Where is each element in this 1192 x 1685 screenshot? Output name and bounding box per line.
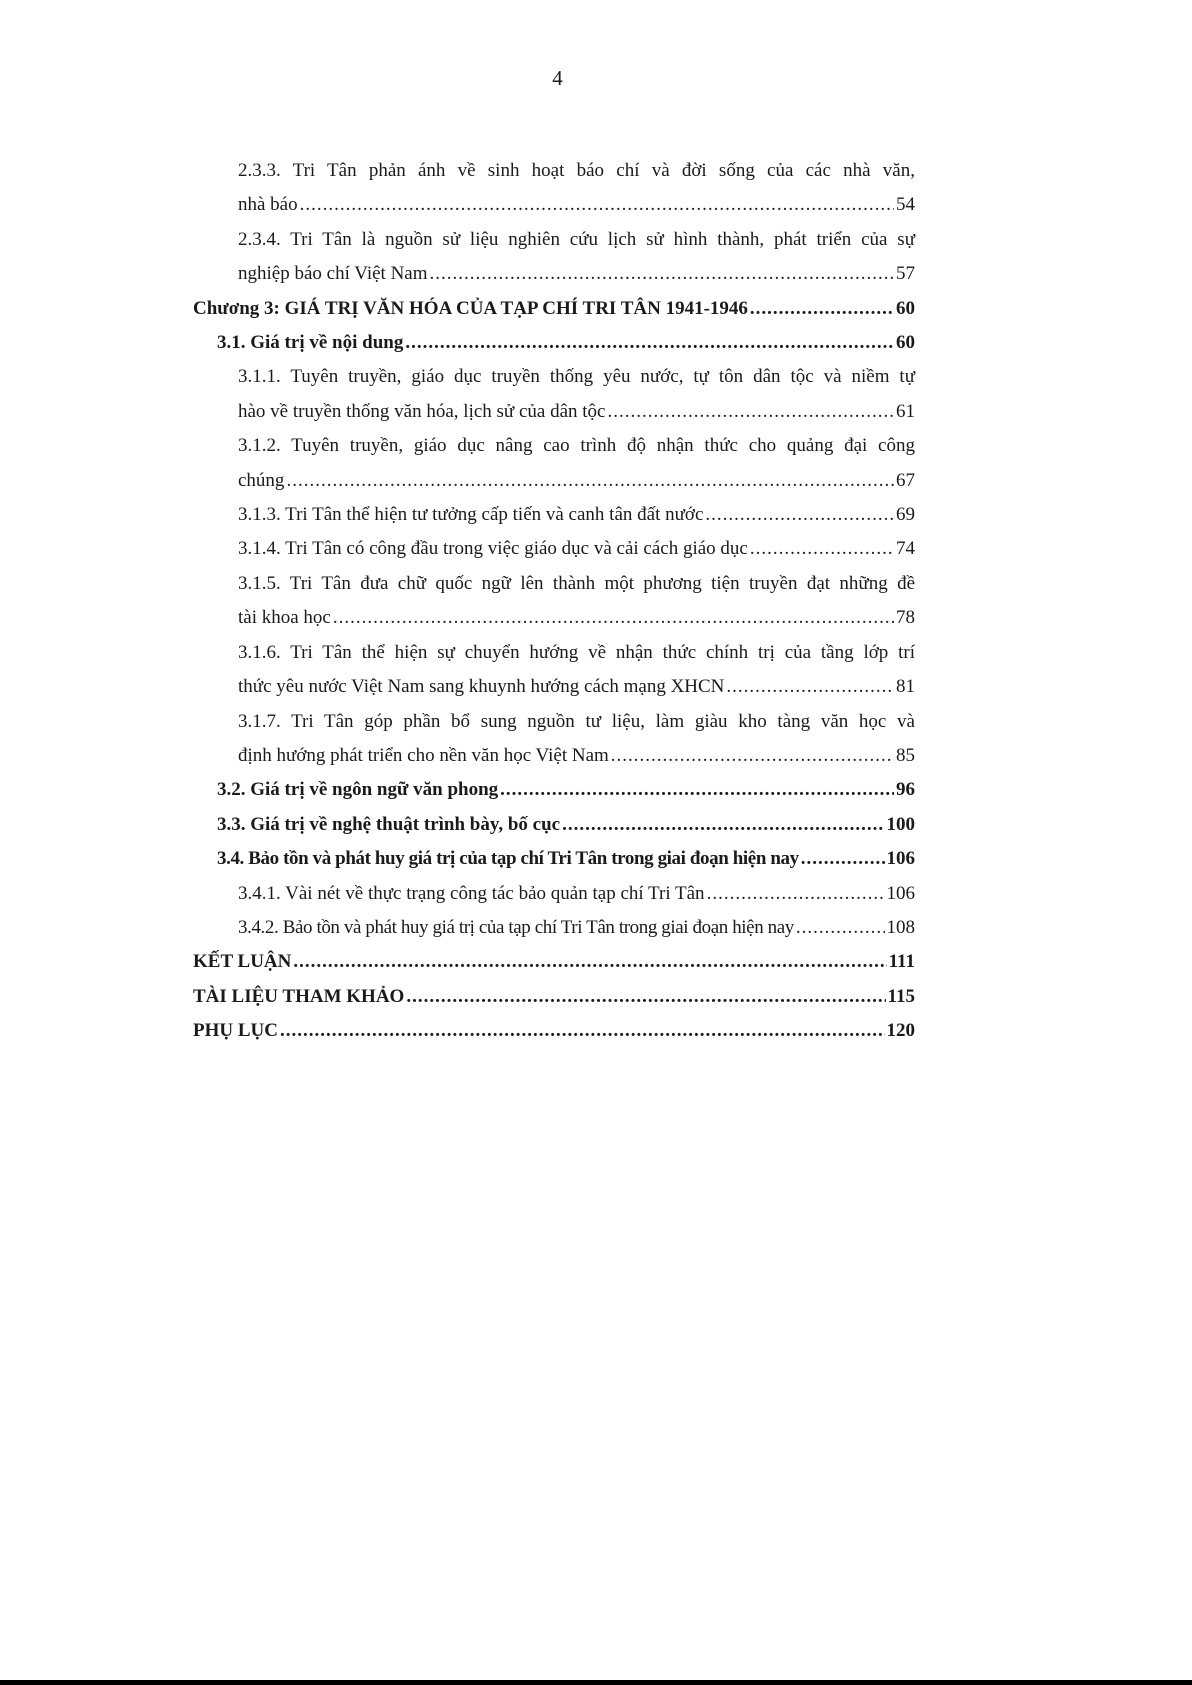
toc-entry-title-line: 3.1.2. Tuyên truyền, giáo dục nâng cao trình độ nhận thức cho quảng đại công: [238, 435, 915, 457]
dot-leader: [750, 532, 894, 566]
toc-entry-page-number: 60: [896, 297, 915, 319]
dot-leader: [608, 395, 895, 429]
toc-entry[interactable]: [193, 773, 915, 807]
dot-leader: [406, 980, 885, 1014]
dot-leader: [280, 1014, 885, 1048]
toc-entry-page-number: 54: [896, 194, 915, 216]
toc-entry-leader-line: [238, 601, 915, 635]
toc-entry-title-line: 3.1.5. Tri Tân đưa chữ quốc ngữ lên thành một phương tiện truyền đạt những đề: [238, 572, 915, 594]
toc-entry[interactable]: [193, 292, 915, 326]
toc-entry[interactable]: [193, 326, 915, 360]
toc-entry[interactable]: [193, 945, 915, 979]
toc-entry-leader-line: [238, 257, 915, 291]
toc-entry-title: định hướng phát triển cho nền văn học Việt Nam: [238, 744, 609, 766]
toc-entry[interactable]: [193, 705, 915, 774]
toc-entry-title-line: 2.3.4. Tri Tân là nguồn sử liệu nghiên cứu lịch sử hình thành, phát triển của sự: [238, 228, 915, 250]
toc-entry-page-number: 78: [896, 607, 915, 629]
toc-entry-leader-line: [238, 188, 915, 222]
toc-entry-page-number: 106: [886, 882, 915, 904]
dot-leader: [801, 842, 885, 876]
toc-entry-title: 3.1. Giá trị về nội dung: [217, 332, 404, 354]
toc-entry[interactable]: [193, 498, 915, 532]
toc-entry[interactable]: [193, 877, 915, 911]
toc-entry-leader-line: [238, 670, 915, 704]
toc-entry-leader-line: [217, 842, 915, 876]
toc-entry-page-number: 108: [886, 916, 915, 938]
toc-entry[interactable]: [193, 636, 915, 705]
toc-entry-page-number: 81: [896, 676, 915, 698]
toc-entry-page-number: 61: [896, 400, 915, 422]
toc-entry-page-number: 111: [888, 951, 915, 973]
toc-entry-leader-line: [217, 808, 915, 842]
toc-entry-title-line: 2.3.3. Tri Tân phản ánh về sinh hoạt báo chí và đời sống của các nhà văn,: [238, 160, 915, 181]
page-number: 4: [552, 66, 563, 90]
toc-entry[interactable]: [193, 911, 915, 945]
dot-leader: [500, 773, 894, 807]
toc-entry-page-number: 67: [896, 469, 915, 491]
bottom-border: [0, 1680, 1192, 1685]
toc-entry-title: 3.1.3. Tri Tân thể hiện tư tưởng cấp tiến và canh tân đất nước: [238, 504, 704, 526]
toc-entry-page-number: 57: [896, 263, 915, 285]
toc-entry[interactable]: [193, 154, 915, 223]
toc-entry-title: chúng: [238, 469, 285, 491]
toc-entry[interactable]: [193, 360, 915, 429]
toc-entry-title: 3.3. Giá trị về nghệ thuật trình bày, bố cục: [217, 813, 561, 835]
toc-entry-leader-line: [238, 877, 915, 911]
dot-leader: [333, 601, 894, 635]
dot-leader: [707, 877, 885, 911]
toc-entry-leader-line: [193, 980, 915, 1014]
table-of-contents: [193, 154, 915, 1049]
toc-entry-title-line: 3.1.6. Tri Tân thể hiện sự chuyển hướng về nhận thức chính trị của tầng lớp trí: [238, 641, 915, 663]
toc-entry-title: 3.2. Giá trị về ngôn ngữ văn phong: [217, 779, 499, 801]
toc-entry-page-number: 60: [896, 332, 915, 354]
toc-entry-page-number: 74: [896, 538, 915, 560]
toc-entry-title: nghiệp báo chí Việt Nam: [238, 263, 428, 285]
dot-leader: [300, 188, 894, 222]
dot-leader: [796, 911, 885, 945]
toc-entry-page-number: 69: [896, 504, 915, 526]
dot-leader: [726, 670, 894, 704]
toc-entry-leader-line: [193, 945, 915, 979]
toc-entry-title: 3.4.1. Vài nét về thực trạng công tác bảo quản tạp chí Tri Tân: [238, 882, 705, 904]
toc-entry[interactable]: [193, 1014, 915, 1048]
toc-entry[interactable]: [193, 842, 915, 876]
toc-entry-leader-line: [238, 532, 915, 566]
dot-leader: [611, 739, 894, 773]
toc-entry-title: TÀI LIỆU THAM KHẢO: [193, 985, 405, 1007]
toc-entry-title: 3.4.2. Bảo tồn và phát huy giá trị của tạp chí Tri Tân trong giai đoạn hiện nay: [238, 916, 794, 938]
toc-entry-title: 3.4. Bảo tồn và phát huy giá trị của tạp chí Tri Tân trong giai đoạn hiện nay: [217, 848, 799, 870]
toc-entry[interactable]: [193, 980, 915, 1014]
toc-entry-title: thức yêu nước Việt Nam sang khuynh hướng cách mạng XHCN: [238, 676, 725, 698]
toc-entry[interactable]: [193, 567, 915, 636]
toc-entry-leader-line: [238, 498, 915, 532]
toc-entry-leader-line: [238, 464, 915, 498]
toc-entry-leader-line: [238, 739, 915, 773]
toc-entry-title: 3.1.4. Tri Tân có công đầu trong việc giáo dục và cải cách giáo dục: [238, 538, 748, 560]
toc-entry-leader-line: [193, 1014, 915, 1048]
toc-entry-title: PHỤ LỤC: [193, 1020, 278, 1042]
dot-leader: [286, 464, 894, 498]
toc-entry-leader-line: [238, 395, 915, 429]
toc-entry-title: KẾT LUẬN: [193, 951, 292, 973]
toc-entry-title: Chương 3: GIÁ TRỊ VĂN HÓA CỦA TẠP CHÍ TRI TÂN 1941-1946: [193, 297, 748, 319]
toc-entry-leader-line: [217, 326, 915, 360]
toc-entry-leader-line: [238, 911, 915, 945]
toc-entry-page-number: 85: [896, 744, 915, 766]
toc-entry[interactable]: [193, 223, 915, 292]
dot-leader: [750, 292, 894, 326]
dot-leader: [405, 326, 894, 360]
toc-entry-leader-line: [193, 292, 915, 326]
dot-leader: [293, 945, 886, 979]
dot-leader: [430, 257, 894, 291]
toc-entry-title-line: 3.1.7. Tri Tân góp phần bổ sung nguồn tư liệu, làm giàu kho tàng văn học và: [238, 710, 915, 732]
dot-leader: [562, 808, 884, 842]
dot-leader: [705, 498, 894, 532]
toc-entry-page-number: 100: [886, 813, 915, 835]
toc-entry[interactable]: [193, 532, 915, 566]
toc-entry-title-line: 3.1.1. Tuyên truyền, giáo dục truyền thống yêu nước, tự tôn dân tộc và niềm tự: [238, 366, 915, 388]
toc-entry-title: tài khoa học: [238, 607, 331, 629]
toc-entry-title: hào về truyền thống văn hóa, lịch sử của dân tộc: [238, 400, 606, 422]
toc-entry-title: nhà báo: [238, 194, 298, 216]
toc-entry-page-number: 120: [886, 1020, 915, 1042]
toc-entry-page-number: 106: [886, 848, 915, 870]
toc-entry[interactable]: [193, 429, 915, 498]
toc-entry-page-number: 96: [896, 779, 915, 801]
toc-entry-page-number: 115: [887, 985, 915, 1007]
toc-entry[interactable]: [193, 808, 915, 842]
toc-entry-leader-line: [217, 773, 915, 807]
